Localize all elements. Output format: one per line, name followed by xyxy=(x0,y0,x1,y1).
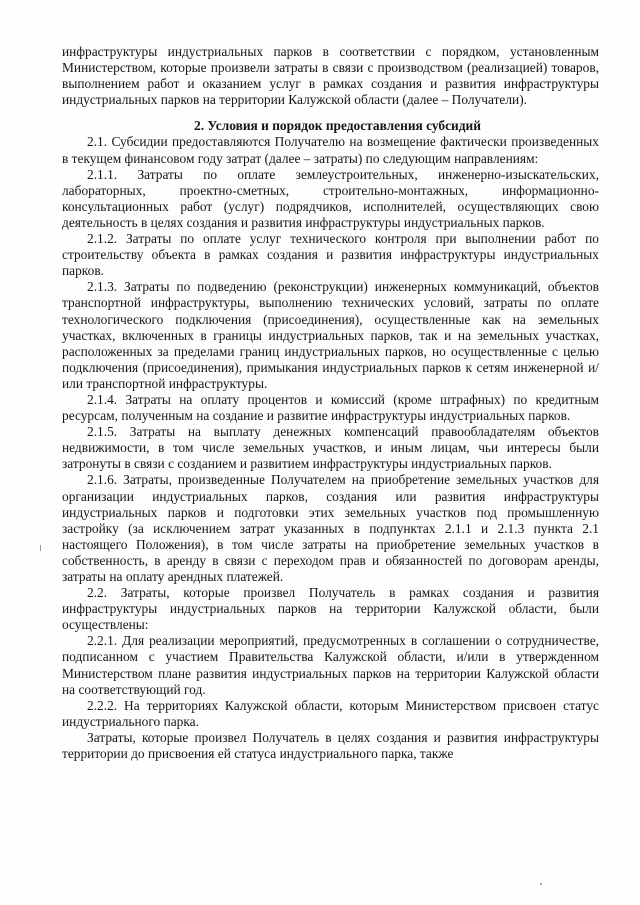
scan-margin-mark xyxy=(40,545,41,551)
paragraph-2-1-5: 2.1.5. Затраты на выплату денежных компенсаций правообладателям объектов недвижимости, в том числе земельных участков, и иным лицам, чьи интересы были затронуты в связи с созданием и развитием инфраструктуры индустриальных парков. xyxy=(62,424,599,472)
paragraph-2-1-3: 2.1.3. Затраты по подведению (реконструкции) инженерных коммуникаций, объектов транспортной инфраструктуры, выполнению технических условий, затраты по оплате технологического подключения (присоединения), осуществленные как на земельных участках, включенных в границы индустриальных парков, так и на земельных участках, расположенных за пределами границ индустриальных парков, но осуществленные с целью подключения (присоединения), примыкания индустриальных парков к сетям инженерной и/или транспортной инфраструктуры. xyxy=(62,279,599,391)
paragraph-2-1-1: 2.1.1. Затраты по оплате землеустроительных, инженерно-изыскательских, лабораторных, проектно-сметных, строительно-монтажных, информационно-консультационных работ (услуг) подрядчиков, исполнителей, осуществляющих свою деятельность в целях создания и развития инфраструктуры индустриальных парков. xyxy=(62,166,599,230)
paragraph-2-1-4: 2.1.4. Затраты на оплату процентов и комиссий (кроме штрафных) по кредитным ресурсам, полученным на создание и развитие инфраструктуры индустриальных парков. xyxy=(62,391,599,424)
paragraph-2-1-2: 2.1.2. Затраты по оплате услуг технического контроля при выполнении работ по строительству объекта в рамках создания и развития инфраструктуры индустриальных парков. xyxy=(62,231,599,279)
intro-paragraph: инфраструктуры индустриальных парков в соответствии с порядком, установленным Министерством, которые произвели затраты в связи с производством (реализацией) товаров, выполнением работ и оказанием услуг в рамках создания и развития инфраструктуры индустриальных парков на территории Калужской области (далее – Получатели). xyxy=(62,44,599,108)
document-body xyxy=(62,44,599,762)
paragraph-2-1: 2.1. Субсидии предоставляются Получателю на возмещение фактически произведенных в текущем финансовом году затрат (далее – затраты) по следующим направлениям: xyxy=(62,134,599,166)
paragraph-2-2-1: 2.2.1. Для реализации мероприятий, предусмотренных в соглашении о сотрудничестве, подписанном с участием Правительства Калужской области, и/или в утвержденном Министерством плане развития индустриальных парков на территории Калужской области на соответствующий год. xyxy=(62,633,599,697)
paragraph-2-1-6: 2.1.6. Затраты, произведенные Получателем на приобретение земельных участков для организации индустриальных парков, создания или развития инфраструктуры индустриальных парков и подготовки этих земельных участков под промышленную застройку (за исключением затрат указанных в подпунктах 2.1.1 и 2.1.3 пункта 2.1 настоящего Положения), в том числе затраты на приобретение земельных участков в собственность, в аренду в связи с переходом прав и обязанностей по договорам аренды, затраты на оплату арендных платежей. xyxy=(62,472,599,584)
section-title: 2. Условия и порядок предоставления субсидий xyxy=(194,118,481,134)
scan-speck xyxy=(540,883,542,885)
paragraph-2-2: 2.2. Затраты, которые произвел Получатель в рамках создания и развития инфраструктуры индустриальных парков на территории Калужской области, были осуществлены: xyxy=(62,585,599,633)
paragraph-continuation: Затраты, которые произвел Получатель в целях создания и развития инфраструктуры территории до присвоения ей статуса индустриального парка, также xyxy=(62,729,599,762)
paragraph-2-2-2: 2.2.2. На территориях Калужской области, которым Министерством присвоен статус индустриального парка. xyxy=(62,697,599,729)
